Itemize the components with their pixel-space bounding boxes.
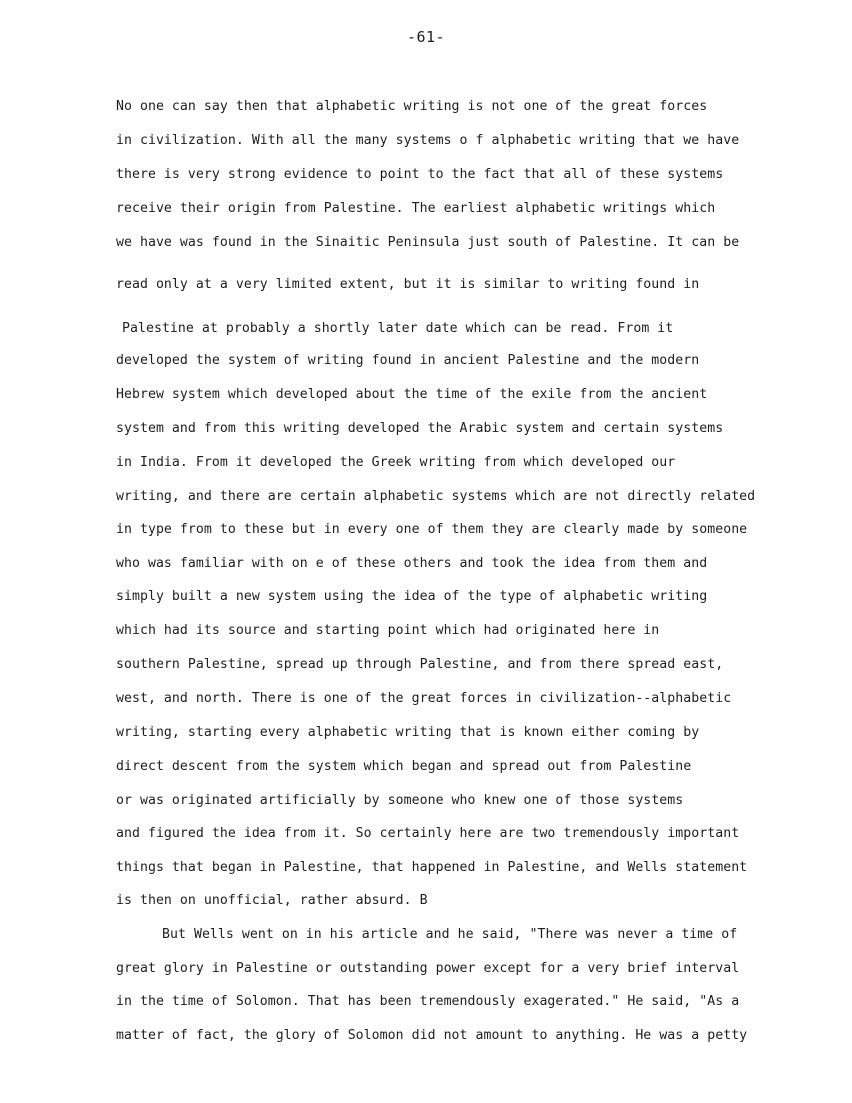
text-line: great glory in Palestine or outstanding power except for a very brief interval [116,961,740,976]
text-line: which had its source and starting point which had originated here in [116,623,660,638]
text-line: southern Palestine, spread up through Palestine, and from there spread east, [116,657,724,672]
text-line: No one can say then that alphabetic writing is not one of the great forces [116,99,708,114]
text-line: receive their origin from Palestine. The earliest alphabetic writings which [116,201,716,216]
text-line: Palestine at probably a shortly later date which can be read. From it [122,321,674,336]
text-line: who was familiar with on e of these others and took the idea from them and [116,556,708,571]
text-line: writing, and there are certain alphabetic systems which are not directly related [116,489,756,504]
text-line: direct descent from the system which began and spread out from Palestine [116,759,692,774]
text-line: system and from this writing developed the Arabic system and certain systems [116,421,724,436]
text-line: or was originated artificially by someone who knew one of those systems [116,793,684,808]
text-line: But Wells went on in his article and he said, "There was never a time of [162,927,738,942]
text-line: developed the system of writing found in ancient Palestine and the modern [116,353,700,368]
text-line: in civilization. With all the many systems o f alphabetic writing that we have [116,133,740,148]
text-line: Hebrew system which developed about the time of the exile from the ancient [116,387,708,402]
text-line: simply built a new system using the idea of the type of alphabetic writing [116,589,708,604]
text-line: in the time of Solomon. That has been tremendously exagerated." He said, "As a [116,994,740,1009]
text-line: we have was found in the Sinaitic Peninsula just south of Palestine. It can be [116,235,740,250]
text-line: matter of fact, the glory of Solomon did not amount to anything. He was a petty [116,1028,748,1043]
text-line: and figured the idea from it. So certainly here are two tremendously important [116,826,740,841]
text-line: in type from to these but in every one of them they are clearly made by someone [116,522,748,537]
text-line: there is very strong evidence to point to the fact that all of these systems [116,167,724,182]
text-line: is then on unofficial, rather absurd. B [116,893,428,908]
text-line: read only at a very limited extent, but it is similar to writing found in [116,277,700,292]
text-line: west, and north. There is one of the great forces in civilization--alphabetic [116,691,732,706]
page-number: -61- [406,28,446,46]
text-line: writing, starting every alphabetic writing that is known either coming by [116,725,700,740]
text-line: in India. From it developed the Greek writing from which developed our [116,455,676,470]
text-line: things that began in Palestine, that happened in Palestine, and Wells statement [116,860,748,875]
